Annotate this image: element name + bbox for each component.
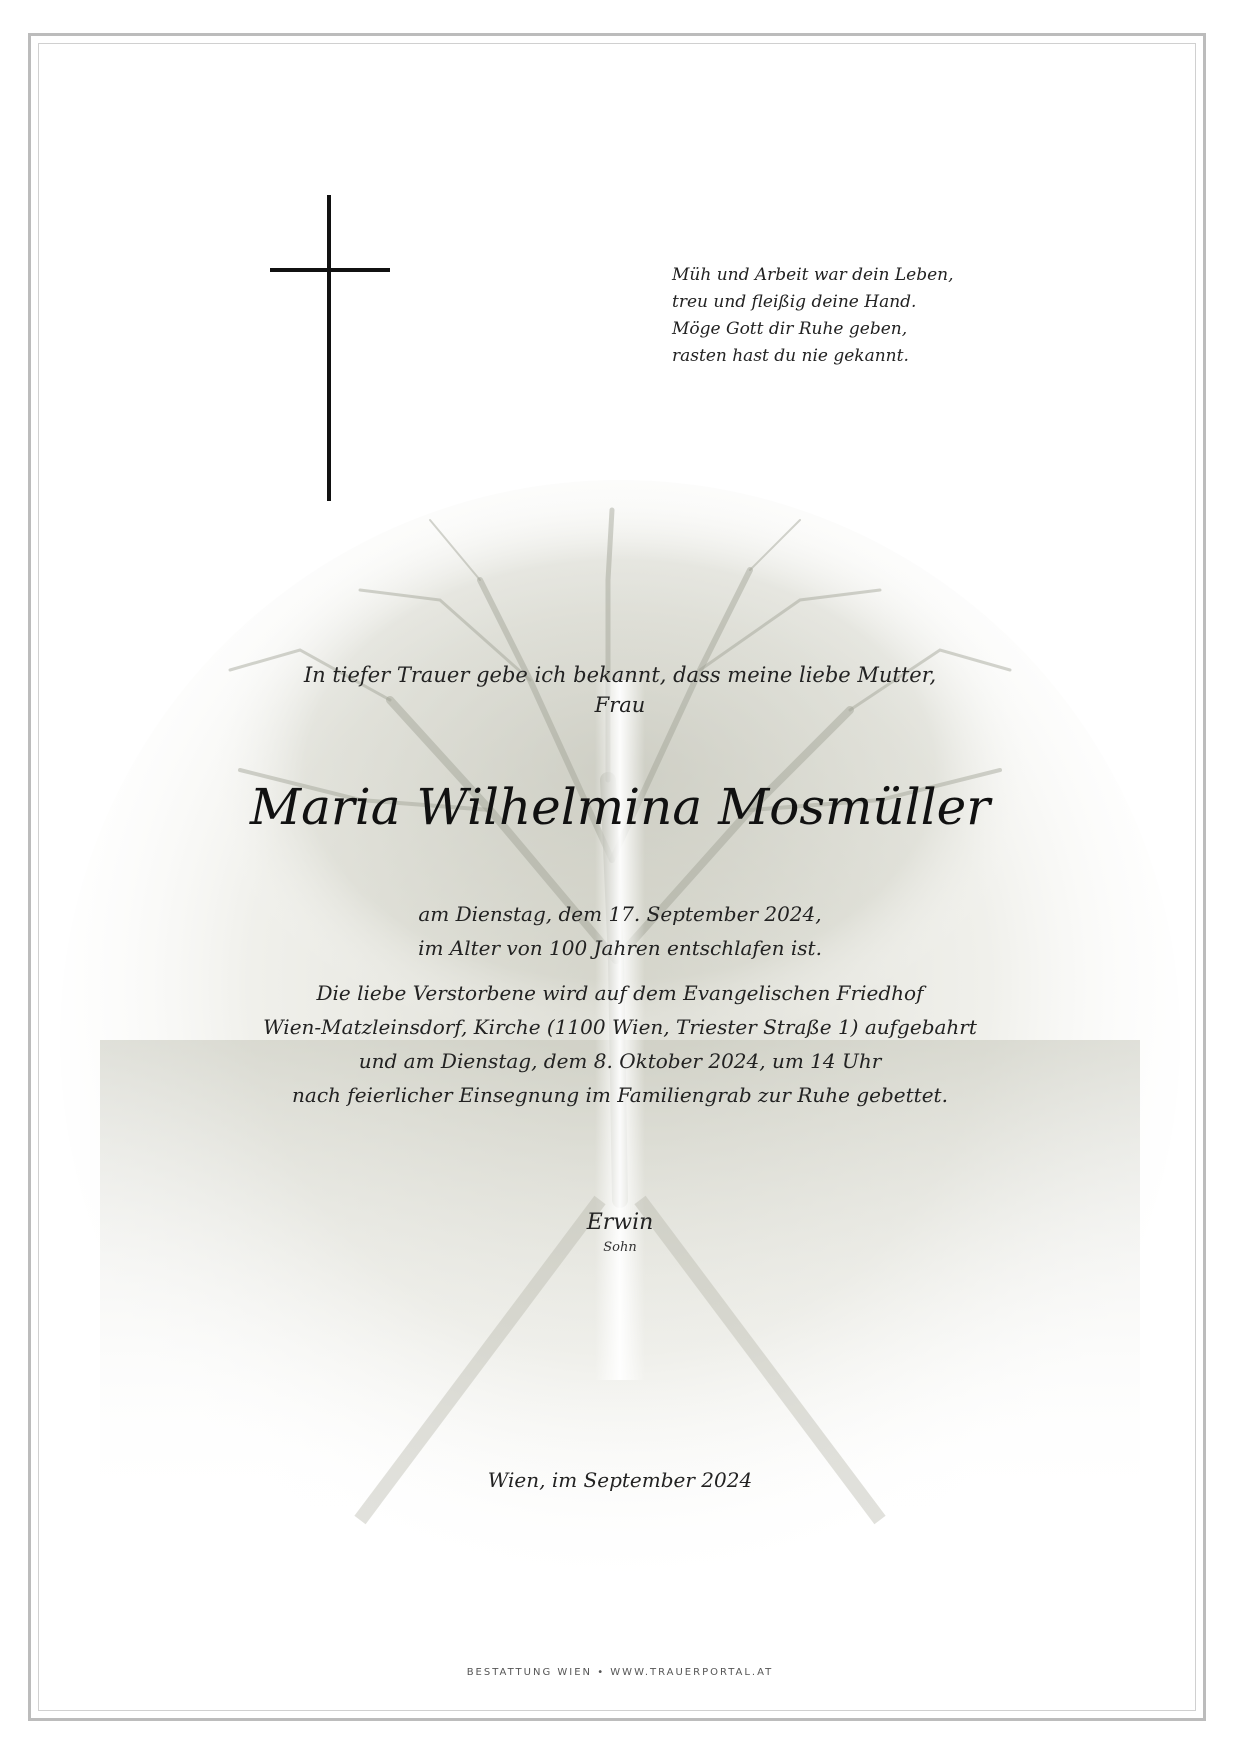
funeral-line: Wien-Matzleinsdorf, Kirche (1100 Wien, Triester Straße 1) aufgebahrt [263,1015,977,1039]
mourner-relation: Sohn [603,1240,637,1255]
footer [320,1665,920,1681]
death-line: im Alter von 100 Jahren entschlafen ist. [418,936,822,960]
poem-line: Müh und Arbeit war dein Leben, [672,265,954,285]
footer-website-link[interactable]: WWW.TRAUERPORTAL.AT [610,1667,774,1678]
mourner-block [420,1208,820,1258]
spacer [100,965,1140,976]
poem-line: treu und fleißig deine Hand. [672,292,917,312]
poem-line: rasten hast du nie gekannt. [672,346,909,366]
deceased-name: Maria Wilhelmina Mosmüller [249,778,991,836]
footer-separator: • [597,1667,606,1678]
cross-horizontal-bar [270,268,390,272]
intro-salutation: Frau [594,693,646,717]
funeral-line: nach feierlicher Einsegnung im Familiengrab zur Ruhe gebettet. [292,1083,948,1107]
cross-vertical-bar [327,195,331,501]
mourner-name: Erwin [586,1210,654,1235]
intro-line: In tiefer Trauer gebe ich bekannt, dass meine liebe Mutter, [303,663,937,687]
place-and-date: Wien, im September 2024 [487,1468,753,1492]
death-line: am Dienstag, dem 17. September 2024, [418,902,822,926]
announcement-details [100,897,1140,1112]
funeral-line: und am Dienstag, dem 8. Oktober 2024, um 14 Uhr [358,1049,882,1073]
funeral-line: Die liebe Verstorbene wird auf dem Evangelischen Friedhof [316,981,924,1005]
poem-line: Möge Gott dir Ruhe geben, [672,319,908,339]
footer-company: BESTATTUNG WIEN [466,1667,593,1678]
poem [672,262,1012,370]
cross-icon [270,195,390,501]
announcement-intro [120,660,1120,720]
